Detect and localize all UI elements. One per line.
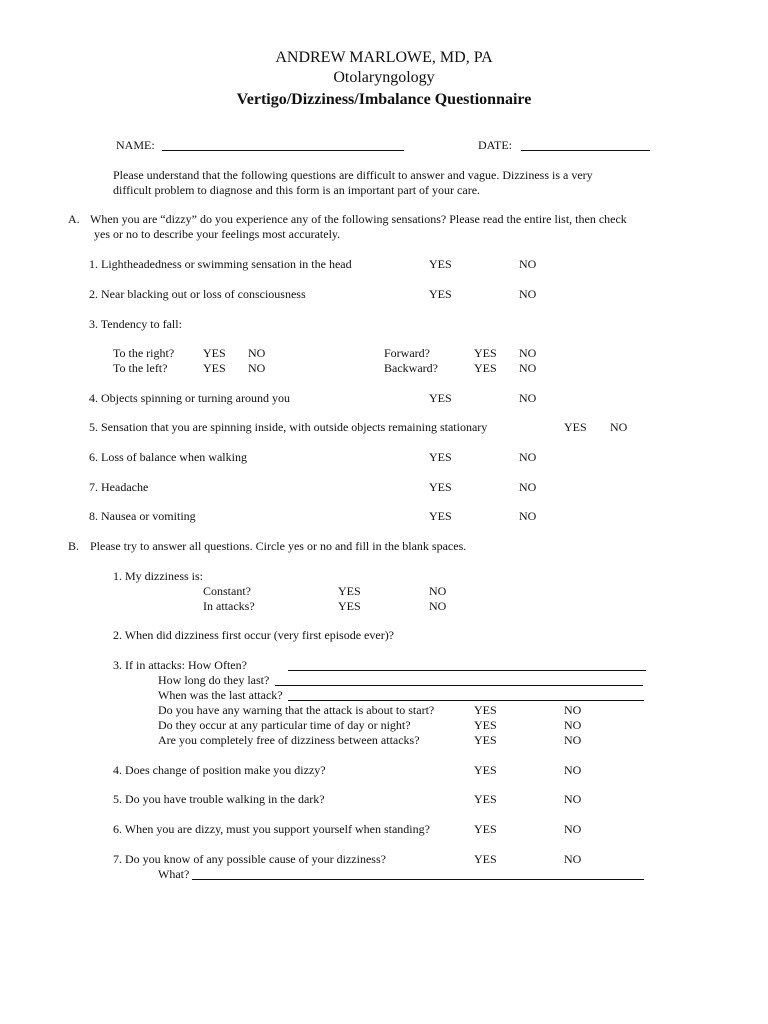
to-left-label: To the left?: [113, 361, 168, 375]
free-between-question: Are you completely free of dizziness between attacks?: [158, 733, 420, 747]
what-field[interactable]: [192, 868, 644, 880]
intro-line-1: Please understand that the following questions are difficult to answer and vague. Dizziness is a very: [113, 168, 593, 182]
last-attack-field[interactable]: [288, 689, 644, 701]
b5-yes-option[interactable]: YES: [474, 792, 497, 806]
what-label: What?: [158, 867, 190, 881]
date-field[interactable]: [521, 139, 650, 151]
a-question-7: 7. Headache: [89, 480, 149, 494]
name-label: NAME:: [116, 138, 155, 152]
a6-yes-option[interactable]: YES: [429, 450, 452, 464]
constant-label: Constant?: [203, 584, 251, 598]
to-left-no-option[interactable]: NO: [248, 361, 266, 375]
to-left-yes-option[interactable]: YES: [203, 361, 226, 375]
page-title: Vertigo/Dizziness/Imbalance Questionnaire: [236, 91, 532, 108]
time-of-day-no-option[interactable]: NO: [564, 718, 582, 732]
b-question-2: 2. When did dizziness first occur (very first episode ever)?: [113, 628, 395, 642]
section-a-instructions-2: yes or no to describe your feelings most accurately.: [94, 227, 341, 241]
section-a-letter: A.: [68, 212, 80, 226]
b-question-4: 4. Does change of position make you dizzy?: [113, 763, 326, 777]
time-of-day-yes-option[interactable]: YES: [474, 718, 497, 732]
in-attacks-label: In attacks?: [203, 599, 255, 613]
b6-yes-option[interactable]: YES: [474, 822, 497, 836]
a2-no-option[interactable]: NO: [519, 287, 537, 301]
a6-no-option[interactable]: NO: [519, 450, 537, 464]
backward-label: Backward?: [384, 361, 438, 375]
to-right-no-option[interactable]: NO: [248, 346, 266, 360]
a4-yes-option[interactable]: YES: [429, 391, 452, 405]
in-attacks-no-option[interactable]: NO: [429, 599, 447, 613]
warning-question: Do you have any warning that the attack is about to start?: [158, 703, 435, 717]
last-attack-label: When was the last attack?: [158, 688, 283, 702]
a2-yes-option[interactable]: YES: [429, 287, 452, 301]
a5-yes-option[interactable]: YES: [564, 420, 587, 434]
b4-no-option[interactable]: NO: [564, 763, 582, 777]
how-long-label: How long do they last?: [158, 673, 270, 687]
constant-no-option[interactable]: NO: [429, 584, 447, 598]
date-label: DATE:: [478, 138, 512, 152]
b7-yes-option[interactable]: YES: [474, 852, 497, 866]
specialty: Otolaryngology: [333, 69, 435, 86]
a-question-5: 5. Sensation that you are spinning inside, with outside objects remaining stationary: [89, 420, 488, 434]
free-between-yes-option[interactable]: YES: [474, 733, 497, 747]
b-question-1: 1. My dizziness is:: [113, 569, 203, 583]
to-right-label: To the right?: [113, 346, 175, 360]
a5-no-option[interactable]: NO: [610, 420, 628, 434]
forward-no-option[interactable]: NO: [519, 346, 537, 360]
a-question-2: 2. Near blacking out or loss of consciousness: [89, 287, 306, 301]
forward-label: Forward?: [384, 346, 430, 360]
in-attacks-yes-option[interactable]: YES: [338, 599, 361, 613]
a-question-8: 8. Nausea or vomiting: [89, 509, 196, 523]
b5-no-option[interactable]: NO: [564, 792, 582, 806]
b-question-3: 3. If in attacks: How Often?: [113, 658, 247, 672]
constant-yes-option[interactable]: YES: [338, 584, 361, 598]
b4-yes-option[interactable]: YES: [474, 763, 497, 777]
a7-no-option[interactable]: NO: [519, 480, 537, 494]
b-question-6: 6. When you are dizzy, must you support yourself when standing?: [113, 822, 430, 836]
a4-no-option[interactable]: NO: [519, 391, 537, 405]
free-between-no-option[interactable]: NO: [564, 733, 582, 747]
a8-yes-option[interactable]: YES: [429, 509, 452, 523]
warning-yes-option[interactable]: YES: [474, 703, 497, 717]
how-long-field[interactable]: [275, 674, 643, 686]
a7-yes-option[interactable]: YES: [429, 480, 452, 494]
a-question-4: 4. Objects spinning or turning around you: [89, 391, 290, 405]
section-a-instructions-1: When you are “dizzy” do you experience any of the following sensations? Please read the entire list, then check: [90, 212, 627, 226]
name-field[interactable]: [162, 139, 404, 151]
a1-no-option[interactable]: NO: [519, 257, 537, 271]
time-of-day-question: Do they occur at any particular time of day or night?: [158, 718, 411, 732]
backward-no-option[interactable]: NO: [519, 361, 537, 375]
doctor-name: ANDREW MARLOWE, MD, PA: [275, 49, 493, 66]
forward-yes-option[interactable]: YES: [474, 346, 497, 360]
how-often-field[interactable]: [288, 659, 646, 671]
to-right-yes-option[interactable]: YES: [203, 346, 226, 360]
backward-yes-option[interactable]: YES: [474, 361, 497, 375]
a8-no-option[interactable]: NO: [519, 509, 537, 523]
section-b-instructions: Please try to answer all questions. Circle yes or no and fill in the blank spaces.: [90, 539, 467, 553]
a-question-6: 6. Loss of balance when walking: [89, 450, 247, 464]
section-b-letter: B.: [68, 539, 80, 553]
b-question-5: 5. Do you have trouble walking in the dark?: [113, 792, 325, 806]
a1-yes-option[interactable]: YES: [429, 257, 452, 271]
intro-line-2: difficult problem to diagnose and this form is an important part of your care.: [113, 183, 481, 197]
b-question-7: 7. Do you know of any possible cause of your dizziness?: [113, 852, 386, 866]
a-question-1: 1. Lightheadedness or swimming sensation in the head: [89, 257, 352, 271]
b6-no-option[interactable]: NO: [564, 822, 582, 836]
warning-no-option[interactable]: NO: [564, 703, 582, 717]
a-question-3: 3. Tendency to fall:: [89, 317, 182, 331]
b7-no-option[interactable]: NO: [564, 852, 582, 866]
